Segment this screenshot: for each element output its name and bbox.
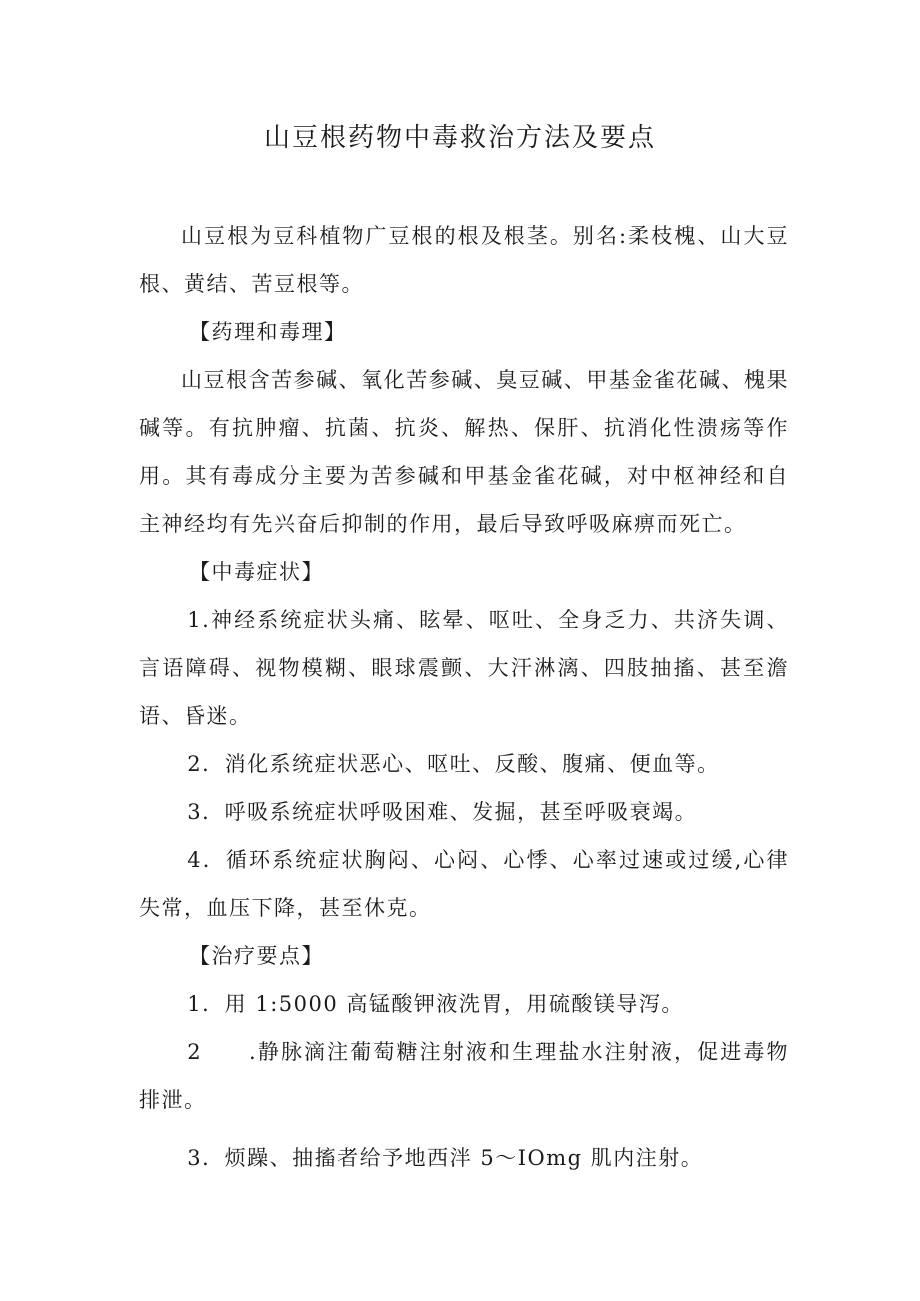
document-title: 山豆根药物中毒救治方法及要点 — [263, 123, 656, 153]
section-heading-pharmacology: 【药理和毒理】 — [189, 320, 347, 344]
symptom-item-2: 2．消化系统症状恶心、呕吐、反酸、腹痛、便血等。 — [187, 752, 720, 776]
treatment-item-2: 2 .静脉滴注葡萄糖注射液和生理盐水注射液，促进毒物排泄。 — [139, 1040, 789, 1112]
intro-paragraph: 山豆根为豆科植物广豆根的根及根茎。别名:柔枝槐、山大豆根、黄结、苦豆根等。 — [139, 224, 789, 296]
symptom-item-4: 4．循环系统症状胸闷、心闷、心悸、心率过速或过缓,心律失常，血压下降，甚至休克。 — [139, 848, 789, 920]
paragraph-gap — [139, 1124, 789, 1134]
pharmacology-paragraph: 山豆根含苦参碱、氧化苦参碱、臭豆碱、甲基金雀花碱、槐果碱等。有抗肿瘤、抗菌、抗炎、解热、保肝、抗消化性溃疡等作用。其有毒成分主要为苦参碱和甲基金雀花碱，对中枢神经和自主神经均有先兴奋后抑制的作用，最后导致呼吸麻痹而死亡。 — [139, 368, 789, 536]
document-body — [139, 212, 789, 1182]
symptom-item-1: 1.神经系统症状头痛、眩晕、呕吐、全身乏力、共济失调、言语障碍、视物模糊、眼球震颤、大汗淋漓、四肢抽搐、甚至澹语、昏迷。 — [139, 608, 789, 728]
symptom-item-3: 3．呼吸系统症状呼吸困难、发掘，甚至呼吸衰竭。 — [187, 800, 698, 824]
section-heading-treatment: 【治疗要点】 — [189, 944, 324, 968]
treatment-item-1: 1．用 1:5000 高锰酸钾液洗胃，用硫酸镁导泻。 — [187, 992, 684, 1016]
section-heading-symptoms: 【中毒症状】 — [189, 560, 324, 584]
treatment-item-3: 3．烦躁、抽搐者给予地西泮 5～IOmg 肌内注射。 — [187, 1146, 704, 1170]
